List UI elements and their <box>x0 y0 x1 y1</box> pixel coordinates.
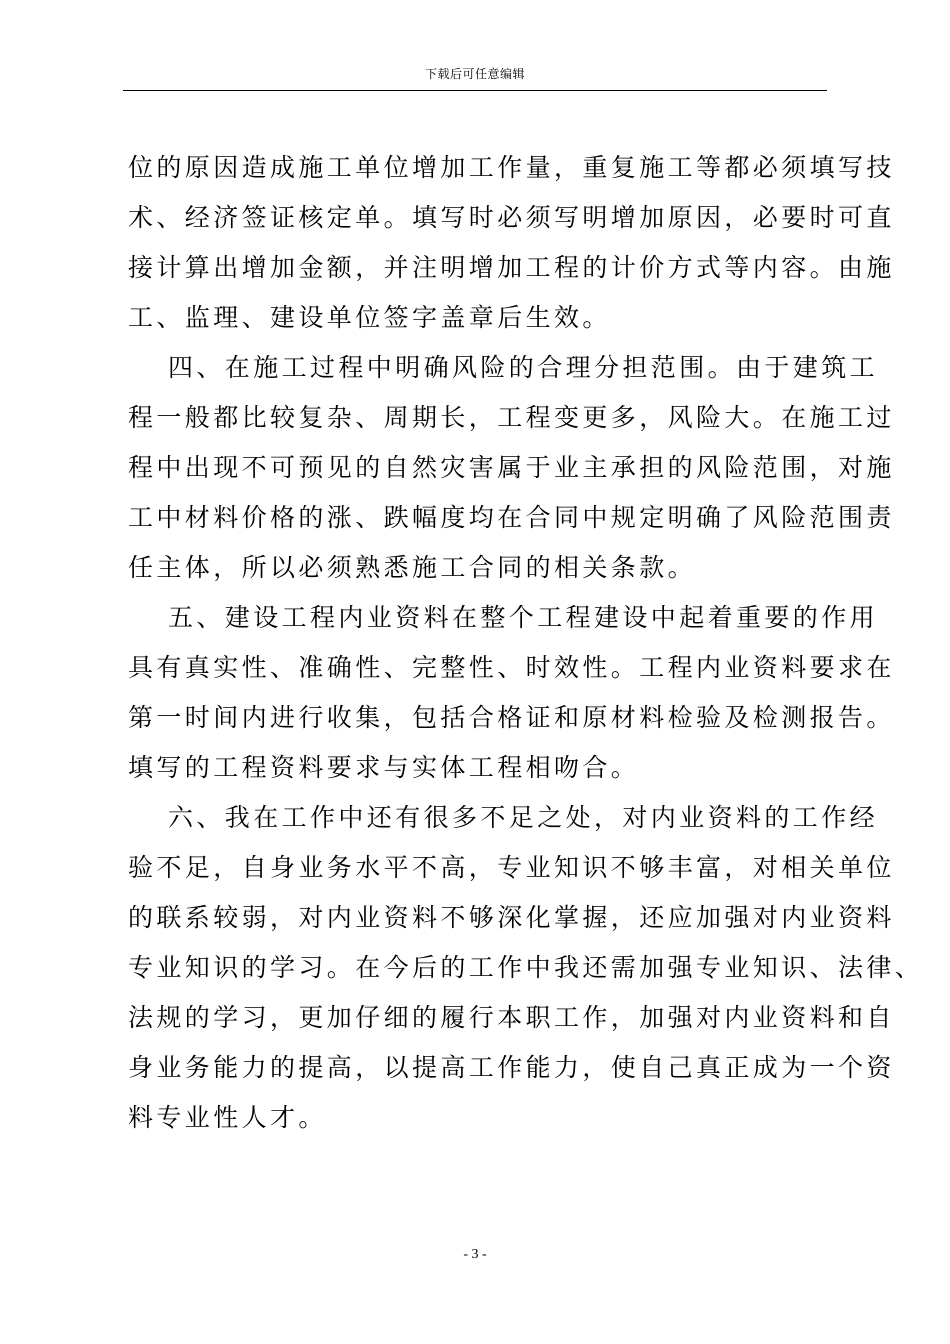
text-line: 位的原因造成施工单位增加工作量，重复施工等都必须填写技 <box>128 153 895 182</box>
text-line: 专业知识的学习。在今后的工作中我还需加强专业知识、法律、 <box>128 953 924 982</box>
paragraph-section-six <box>128 798 924 1138</box>
page-header: 下载后可任意编辑 <box>424 67 525 81</box>
text-line: 第一时间内进行收集，包括合格证和原材料检验及检测报告。 <box>128 703 895 732</box>
text-line: 工、监理、建设单位签字盖章后生效。 <box>128 303 611 332</box>
text-line: 工中材料价格的涨、跌幅度均在合同中规定明确了风险范围责 <box>128 503 895 532</box>
body-text <box>128 148 924 1148</box>
text-line: 法规的学习，更加仔细的履行本职工作，加强对内业资料和自 <box>128 1003 895 1032</box>
page-number: - 3 - <box>463 1247 487 1262</box>
text-line: 料专业性人才。 <box>128 1103 327 1132</box>
paragraph-continuation <box>128 148 895 338</box>
text-line: 填写的工程资料要求与实体工程相吻合。 <box>128 753 640 782</box>
text-line: 的联系较弱，对内业资料不够深化掌握，还应加强对内业资料 <box>128 903 895 932</box>
text-line: 验不足，自身业务水平不高，专业知识不够丰富，对相关单位 <box>128 853 895 882</box>
text-line: 术、经济签证核定单。填写时必须写明增加原因，必要时可直 <box>128 203 895 232</box>
text-line: 五、建设工程内业资料在整个工程建设中起着重要的作用 <box>168 603 879 632</box>
text-line: 身业务能力的提高，以提高工作能力，使自己真正成为一个资 <box>128 1053 895 1082</box>
text-line: 程中出现不可预见的自然灾害属于业主承担的风险范围，对施 <box>128 453 895 482</box>
text-line: 程一般都比较复杂、周期长，工程变更多，风险大。在施工过 <box>128 403 895 432</box>
text-line: 四、在施工过程中明确风险的合理分担范围。由于建筑工 <box>168 353 879 382</box>
text-line: 任主体，所以必须熟悉施工合同的相关条款。 <box>128 553 697 582</box>
text-line: 具有真实性、准确性、完整性、时效性。工程内业资料要求在 <box>128 653 895 682</box>
text-line: 六、我在工作中还有很多不足之处，对内业资料的工作经 <box>168 803 879 832</box>
text-line: 接计算出增加金额，并注明增加工程的计价方式等内容。由施 <box>128 253 895 282</box>
paragraph-section-five <box>128 598 895 788</box>
paragraph-section-four <box>128 348 895 588</box>
header-rule <box>123 90 827 91</box>
